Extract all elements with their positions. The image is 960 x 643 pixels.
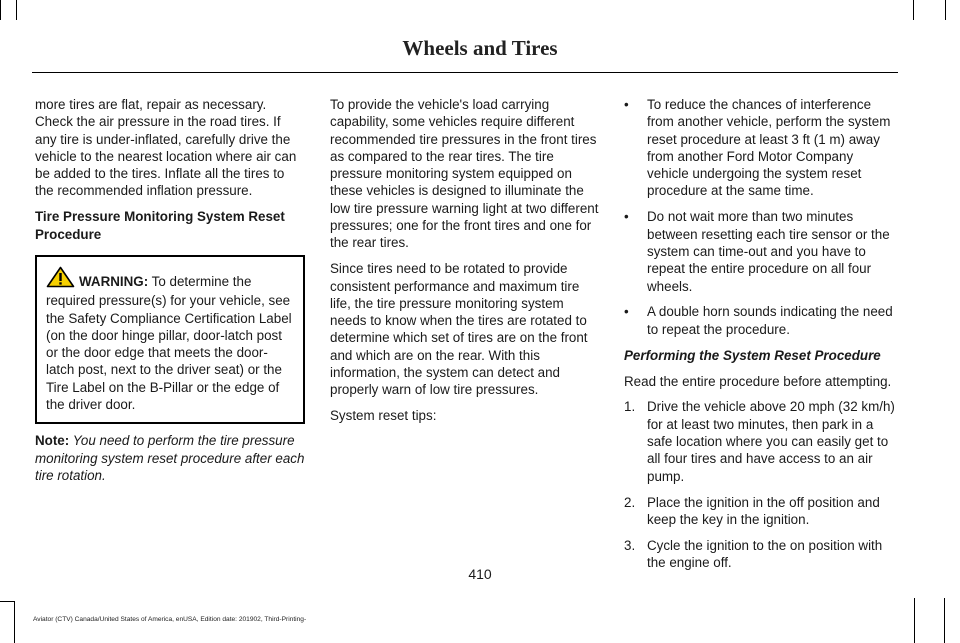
step-number: 3. bbox=[624, 537, 636, 553]
section-heading: Tire Pressure Monitoring System Reset Procedure bbox=[35, 209, 285, 242]
step-text: Place the ignition in the off position and keep the key in the ignition. bbox=[647, 494, 880, 527]
column-3 bbox=[624, 96, 896, 580]
list-item bbox=[624, 303, 896, 338]
step-number: 2. bbox=[624, 494, 636, 510]
tire-rotation-paragraph: Since tires need to be rotated to provide consistent performance and maximum tire life, the tire pressure monitoring system needs to know when the tires are rotated to determine which set of tires are on the front and which are on the rear. With this information, the system can detect and properly warn of low tire pressures. bbox=[330, 261, 588, 398]
crop-mark bbox=[944, 598, 945, 643]
read-instruction: Read the entire procedure before attempting. bbox=[624, 373, 892, 389]
column-1 bbox=[35, 96, 305, 493]
list-item bbox=[624, 208, 896, 294]
crop-mark bbox=[0, 0, 1, 20]
crop-mark bbox=[0, 601, 14, 602]
warning-box bbox=[35, 255, 305, 424]
step-text: Cycle the ignition to the on position with the engine off. bbox=[647, 537, 883, 570]
crop-mark bbox=[14, 601, 15, 643]
crop-mark bbox=[16, 0, 17, 20]
page-number: 410 bbox=[468, 566, 492, 582]
warning-label: WARNING: bbox=[79, 273, 149, 289]
tip-text: Do not wait more than two minutes between resetting each tire sensor or the system can time-out and you have to repeat the entire procedure on all four wheels. bbox=[647, 209, 890, 294]
list-item bbox=[624, 398, 896, 484]
column-2 bbox=[330, 96, 600, 433]
warning-triangle-icon bbox=[46, 266, 75, 292]
header-divider bbox=[32, 72, 898, 73]
bullet-marker: • bbox=[624, 97, 629, 112]
note-paragraph bbox=[35, 432, 305, 484]
footer-edition-info: Aviator (CTV) Canada/United States of America, enUSA, Edition date: 201902, Third-Printing- bbox=[33, 616, 307, 623]
note-label: Note: bbox=[35, 433, 70, 449]
list-item bbox=[624, 96, 896, 200]
bullet-marker: • bbox=[624, 209, 629, 225]
reset-tips-label: System reset tips: bbox=[330, 408, 437, 424]
reset-steps-list bbox=[624, 398, 896, 571]
page-title: Wheels and Tires bbox=[402, 36, 558, 60]
crop-mark bbox=[913, 0, 914, 20]
reset-tips-list bbox=[624, 96, 896, 338]
tip-text: A double horn sounds indicating the need to repeat the procedure. bbox=[647, 304, 893, 337]
list-item bbox=[624, 494, 896, 529]
bullet-marker: • bbox=[624, 304, 629, 320]
tip-text: To reduce the chances of interference from another vehicle, perform the system reset procedure at least 3 ft (1 m) away from another Ford Motor Company vehicle undergoing the system reset procedure at the same time. bbox=[647, 97, 891, 199]
crop-mark bbox=[914, 598, 915, 643]
step-text: Drive the vehicle above 20 mph (32 km/h) for at least two minutes, then park in a safe location where you can easily get to all four tires and have access to an air pump. bbox=[647, 399, 895, 484]
warning-text: To determine the required pressure(s) for your vehicle, see the Safety Compliance Certification Label (on the door hinge pillar, door-latch post or the door edge that meets the door-latch post, next to the driver seat) or the Tire Label on the B-Pillar or the edge of the driver door. bbox=[46, 273, 292, 413]
step-number: 1. bbox=[624, 399, 636, 415]
crop-mark bbox=[945, 0, 946, 20]
procedure-heading: Performing the System Reset Procedure bbox=[624, 347, 881, 363]
note-text: You need to perform the tire pressure monitoring system reset procedure after each tire rotation. bbox=[35, 433, 305, 483]
intro-paragraph: more tires are flat, repair as necessary. Check the air pressure in the road tires. If any tire is under-inflated, carefully drive the vehicle to the nearest location where air can be added to the tires. Inflate all the tires to the recommended inflation pressure. bbox=[35, 97, 297, 199]
load-capacity-paragraph: To provide the vehicle's load carrying capability, some vehicles require different recommended tire pressures in the front tires as compared to the rear tires. The tire pressure monitoring system equipped on these vehicles is designed to illuminate the low tire pressure warning light at two different pressures; one for the front tires and one for the rear tires. bbox=[330, 97, 599, 251]
